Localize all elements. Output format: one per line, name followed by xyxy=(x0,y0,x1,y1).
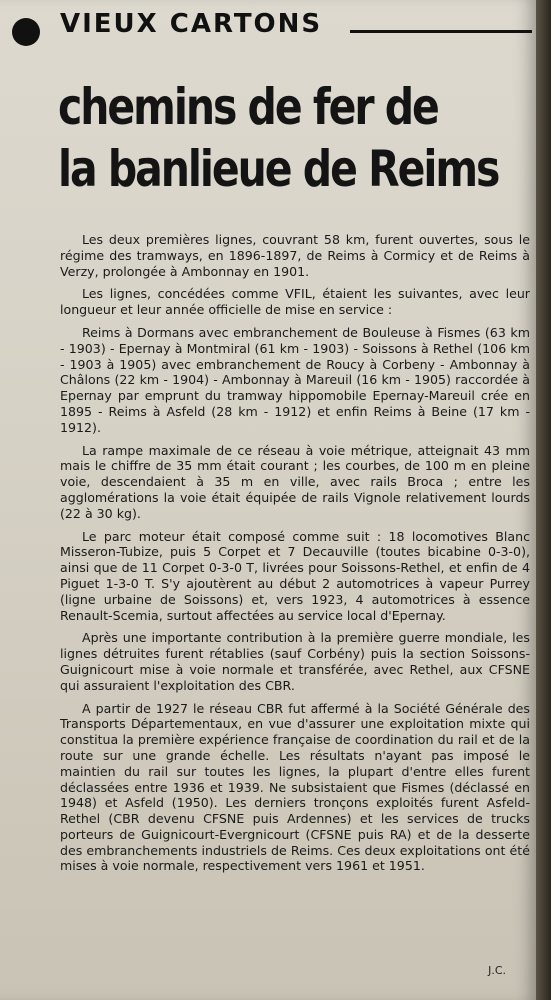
paragraph: La rampe maximale de ce réseau à voie métrique, atteignait 43 mm mais le chiffre de 35 mm était courant ; les courbes, de 100 m en pleine voie, descendaient à 35 m en ville, avec rails Broca ; entre les agglomérations la voie était équipée de rails Vignole relativement lourds (22 à 30 kg). xyxy=(60,442,530,521)
title-line-2: la banlieue de Reims xyxy=(58,140,499,198)
paragraph: Reims à Dormans avec embranchement de Bouleuse à Fismes (63 km - 1903) - Epernay à Montmiral (61 km - 1903) - Soissons à Rethel (106 km - 1903 à 1905) avec embranchement de Roucy à Corbeny - Ambonnay à Châlons (22 km - 1904) - Ambonnay à Mareuil (16 km - 1905) raccordée à Epernay par emprunt du tramway hippomobile Epernay-Mareuil crée en 1895 - Reims à Asfeld (28 km - 1912) et enfin Reims à Beine (17 km - 1912). xyxy=(60,324,530,435)
paragraph: Les deux premières lignes, couvrant 58 km, furent ouvertes, sous le régime des tramways, en 1896-1897, de Reims à Cormicy et de Reims à Verzy, prolongée à Ambonnay en 1901. xyxy=(60,232,530,279)
paragraph: Après une importante contribution à la première guerre mondiale, les lignes détruites furent rétablies (sauf Corbény) puis la section Soissons-Guignicourt mise à voie normale et transférée, avec Rethel, aux CFSNE qui assuraient l'exploitation des CBR. xyxy=(60,630,530,693)
paragraph: A partir de 1927 le réseau CBR fut affermé à la Société Générale des Transports Départementaux, en vue d'assurer une exploitation mixte qui constitua la première expérience française de coordination du rail et de la route sur une grande échelle. Les résultats n'ayant pas imposé le maintien du rail sur toutes les lignes, la plupart d'entre elles furent déclassées entre 1936 et 1939. Ne subsistaient que Fismes (déclassé en 1948) et Asfeld (1950). Les derniers tronçons exploités furent Asfeld-Rethel (CBR devenu CFSNE puis Ardennes) et les services de trucks porteurs de Guignicourt-Evergnicourt (CFSNE puis RA) et de la desserte des embranchements industriels de Reims. Ces deux exploitations ont été mises à voie normale, respectivement vers 1961 et 1951. xyxy=(60,700,530,874)
paragraph: Les lignes, concédées comme VFIL, étaient les suivantes, avec leur longueur et leur année officielle de mise en service : xyxy=(60,286,530,318)
rubric-heading: VIEUX CARTONS xyxy=(60,9,323,39)
rubric-bullet xyxy=(12,18,40,46)
author-signature: J.C. xyxy=(488,964,506,977)
article-title xyxy=(58,76,499,200)
article-body xyxy=(60,232,530,881)
paragraph: Le parc moteur était composé comme suit : 18 locomotives Blanc Misseron-Tubize, puis 5 Corpet et 7 Decauville (toutes bicabine 0-3-0), ainsi que de 11 Corpet 0-3-0 T, livrées pour Soissons-Rethel, et enfin de 4 Piguet 1-3-0 T. S'y ajoutèrent au début 2 automotrices à vapeur Purrey (ligne urbaine de Soissons) et, vers 1923, 4 automotrices à essence Renault-Scemia, surtout affectées au service local d'Epernay. xyxy=(60,528,530,623)
page-edge xyxy=(536,0,551,1000)
title-line-1: chemins de fer de xyxy=(58,78,438,136)
rubric-rule xyxy=(350,30,532,33)
